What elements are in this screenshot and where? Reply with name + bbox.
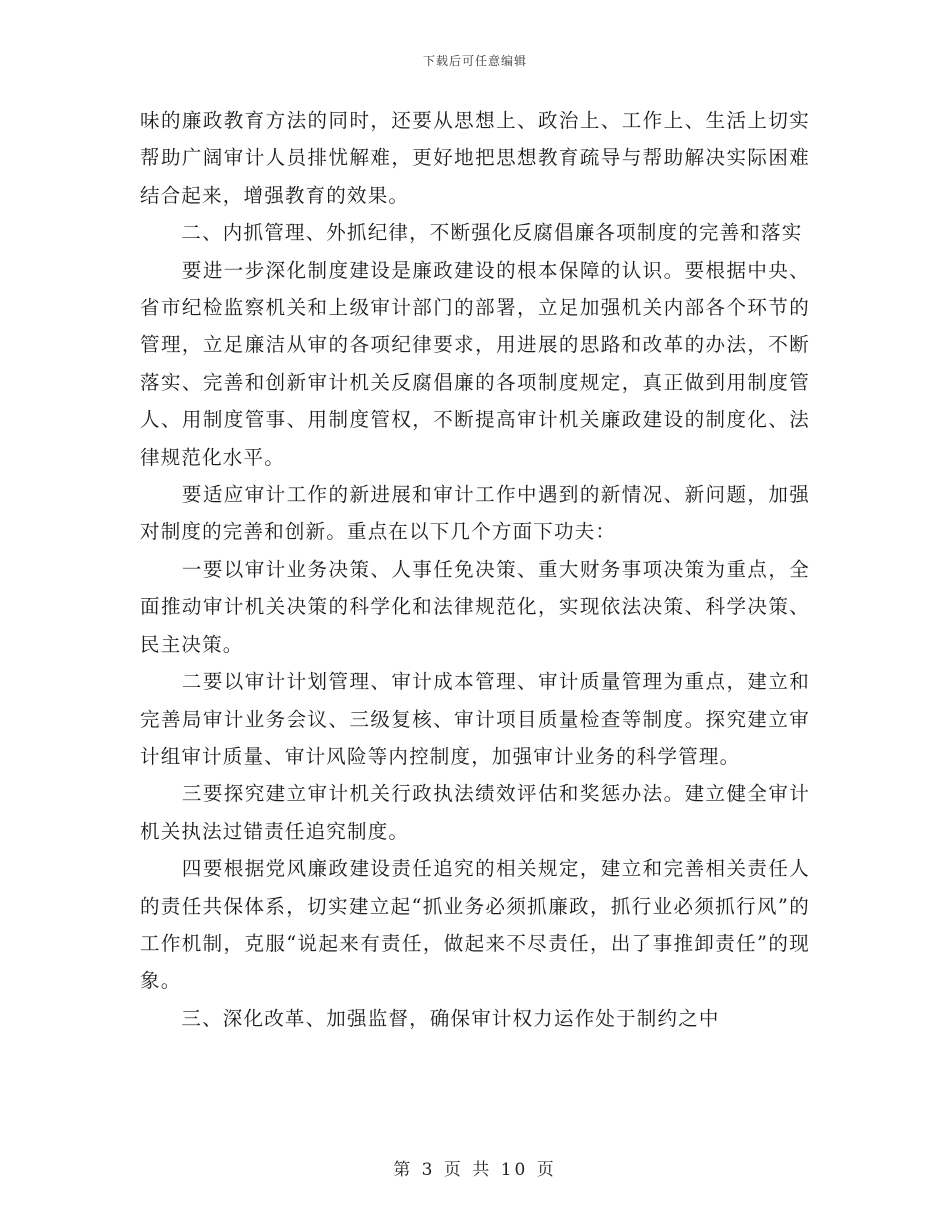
document-body [140, 102, 810, 1037]
list-item-2: 二要以审计计划管理、审计成本管理、审计质量管理为重点，建立和完善局审计业务会议、三级复核、审计项目质量检查等制度。探究建立审计组审计质量、审计风险等内控制度，加强审计业务的科学管理。 [140, 670, 810, 768]
list-item-1: 一要以审计业务决策、人事任免决策、重大财务事项决策为重点，全面推动审计机关决策的科学化和法律规范化，实现依法决策、科学决策、民主决策。 [140, 557, 810, 656]
list-item-4: 四要根据党风廉政建设责任追究的相关规定，建立和完善相关责任人的责任共保体系，切实建立起“抓业务必须抓廉政，抓行业必须抓行风”的工作机制，克服“说起来有责任，做起来不尽责任，出了事推卸责任”的现象。 [140, 857, 810, 993]
paragraph-continuation: 味的廉政教育方法的同时，还要从思想上、政治上、工作上、生活上切实帮助广阔审计人员排忧解难，更好地把思想教育疏导与帮助解决实际困难结合起来，增强教育的效果。 [140, 109, 810, 207]
header-note: 下载后可任意编辑 [422, 54, 527, 68]
section-heading-3: 三、深化改革、加强监督，确保审计权力运作处于制约之中 [140, 1006, 720, 1030]
section-heading-2: 二、内抓管理、外抓纪律，不断强化反腐倡廉各项制度的完善和落实 [140, 221, 803, 245]
list-item-3: 三要探究建立审计机关行政执法绩效评估和奖惩办法。建立健全审计机关执法过错责任追究制度。 [140, 782, 810, 843]
page-number-footer: 第 3 页 共 10 页 [393, 1160, 557, 1180]
paragraph: 要适应审计工作的新进展和审计工作中遇到的新情况、新问题，加强对制度的完善和创新。重点在以下几个方面下功夫： [140, 483, 810, 544]
paragraph: 要进一步深化制度建设是廉政建设的根本保障的认识。要根据中央、省市纪检监察机关和上级审计部门的部署，立足加强机关内部各个环节的管理，立足廉洁从审的各项纪律要求，用进展的思路和改革的办法，不断落实、完善和创新审计机关反腐倡廉的各项制度规定，真正做到用制度管人、用制度管事、用制度管权，不断提高审计机关廉政建设的制度化、法律规范化水平。 [140, 258, 810, 469]
